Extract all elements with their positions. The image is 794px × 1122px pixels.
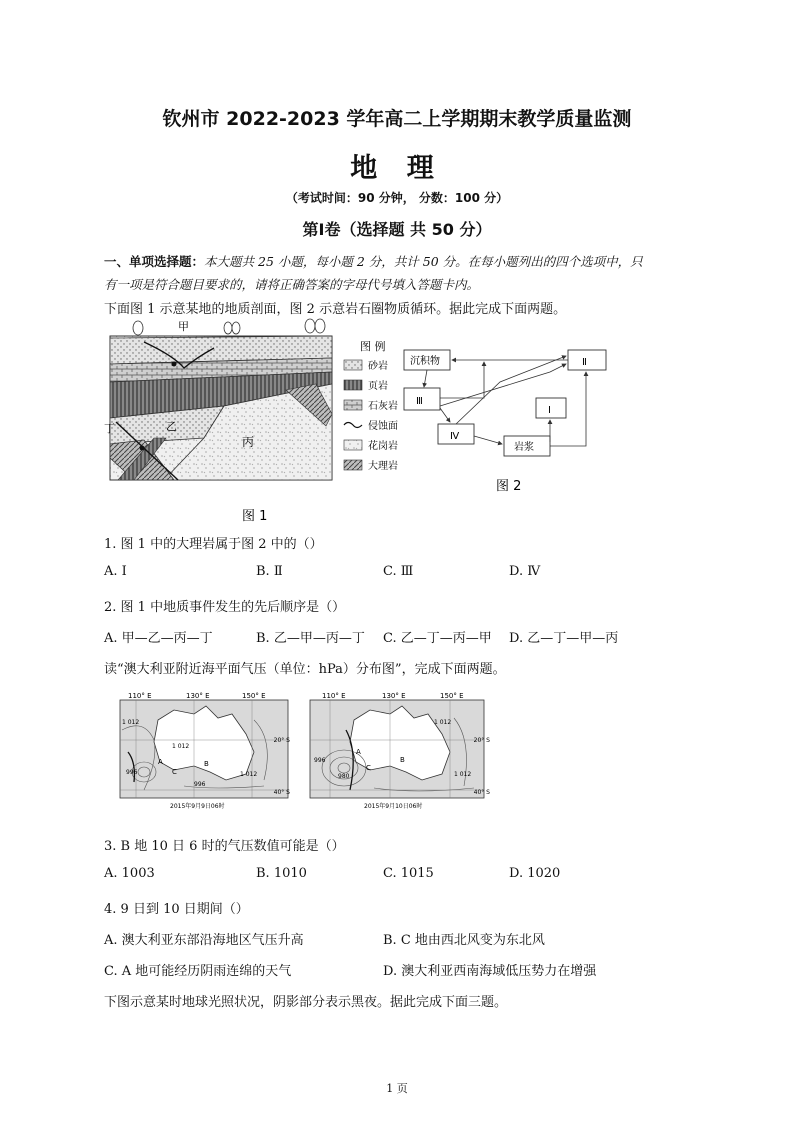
map1-isobar4: 996: [126, 769, 138, 776]
figure1-geologic-profile: [104, 318, 414, 526]
map1-lon1: 110° E: [128, 692, 152, 700]
map2-lat2: 40° S: [473, 789, 490, 796]
box-I: Ⅰ: [548, 405, 551, 416]
legend-swatch-granite: [344, 440, 362, 450]
map1-point-b: B: [204, 760, 209, 768]
map2-isobar3: 996: [314, 757, 326, 764]
question-1: 1. 图 1 中的大理岩属于图 2 中的（）: [104, 537, 323, 552]
map2-lon2: 130° E: [382, 692, 406, 700]
q3-option-c[interactable]: C. 1015: [383, 866, 434, 881]
box-II: Ⅱ: [582, 357, 587, 368]
map2-isobar1: 1 012: [434, 719, 452, 726]
q3-option-b[interactable]: B. 1010: [256, 866, 307, 881]
instructions-line2: 有一项是符合题目要求的，请将正确答案的字母代号填入答题卡内。: [104, 277, 480, 292]
legend-marble: 大理岩: [368, 461, 398, 472]
question-2: 2. 图 1 中地质事件发生的先后顺序是（）: [104, 600, 346, 615]
label-ding: 丁: [104, 422, 115, 435]
map2-lat1: 20° S: [473, 737, 490, 744]
q2-option-a[interactable]: A. 甲—乙—丙—丁: [104, 631, 213, 646]
label-bing: 丙: [242, 435, 255, 449]
q1-option-c[interactable]: C. Ⅲ: [383, 564, 414, 579]
q3-option-d[interactable]: D. 1020: [509, 866, 561, 881]
legend-swatch-limestone: [344, 400, 362, 410]
map2-point-b: B: [400, 756, 405, 764]
q2-option-b[interactable]: B. 乙—甲—丙—丁: [256, 631, 365, 646]
legend-sandstone: 砂岩: [368, 361, 388, 372]
legend-limestone: 石灰岩: [368, 401, 398, 412]
q4-option-c[interactable]: C. A 地可能经历阴雨连绵的天气: [104, 964, 292, 979]
question-3: 3. B 地 10 日 6 时的气压数值可能是（）: [104, 839, 345, 854]
legend-granite: 花岗岩: [368, 441, 398, 452]
map1-lat2: 40° S: [273, 789, 290, 796]
section-title: 第Ⅰ卷（选择题 共 50 分）: [302, 220, 492, 239]
box-IV: Ⅳ: [450, 431, 460, 442]
instructions-line1: 本大题共 25 小题，每小题 2 分，共计 50 分。在每小题列出的四个选项中，只: [204, 254, 643, 269]
legend-swatch-marble: [344, 460, 362, 470]
question-4: 4. 9 日到 10 日期间（）: [104, 902, 249, 917]
box-III: Ⅲ: [416, 396, 423, 407]
instructions-head: 一、单项选择题：: [104, 254, 205, 269]
page-number: 1 页: [386, 1082, 408, 1095]
map1-lon3: 150° E: [242, 692, 266, 700]
q1-option-d[interactable]: D. Ⅳ: [509, 564, 541, 579]
q4-option-a[interactable]: A. 澳大利亚东部沿海地区气压升高: [104, 933, 304, 948]
q3-option-a[interactable]: A. 1003: [104, 866, 155, 881]
q2-option-d[interactable]: D. 乙—丁—甲—丙: [509, 631, 619, 646]
legend-swatch-sandstone: [344, 360, 362, 370]
intro-pressure: 读“澳大利亚附近海平面气压（单位：hPa）分布图”，完成下面两题。: [104, 662, 506, 677]
label-jia: 甲: [178, 320, 189, 333]
map1-isobar5: 996: [194, 781, 206, 788]
map1-isobar1: 1 012: [122, 719, 140, 726]
figure2-rock-cycle: [400, 342, 610, 494]
legend-title: 图 例: [360, 340, 386, 353]
map2-lon3: 150° E: [440, 692, 464, 700]
figure2-caption: 图 2: [496, 479, 522, 494]
legend-erosion: 侵蚀面: [368, 421, 398, 432]
legend-swatch-erosion: [344, 423, 362, 428]
map1-caption: 2015年9月9日06时: [170, 803, 225, 810]
map2-lon1: 110° E: [322, 692, 346, 700]
exam-info: （考试时间：90 分钟， 分数：100 分）: [285, 191, 509, 205]
map2-isobar4: 980: [338, 773, 350, 780]
map1-point-a: A: [158, 758, 163, 766]
intro-illumination: 下图示意某时地球光照状况，阴影部分表示黑夜。据此完成下面三题。: [104, 995, 508, 1010]
box-magma: 岩浆: [514, 442, 534, 453]
q2-option-c[interactable]: C. 乙—丁—丙—甲: [383, 631, 492, 646]
map2-point-a: A: [356, 748, 361, 756]
intro-geology: 下面图 1 示意某地的地质剖面，图 2 示意岩石圈物质循环。据此完成下面两题。: [104, 302, 567, 317]
map2-isobar2: 1 012: [454, 771, 472, 778]
map2-point-c: C: [366, 764, 371, 772]
subject-title: 地 理: [350, 153, 444, 184]
map1-lon2: 130° E: [186, 692, 210, 700]
figure1-caption: 图 1: [242, 509, 268, 524]
pressure-map-sep10: [304, 690, 492, 812]
legend-shale: 页岩: [368, 381, 388, 392]
exam-title: 钦州市 2022-2023 学年高二上学期期末教学质量监测: [162, 108, 632, 130]
map2-caption: 2015年9月10日06时: [364, 803, 423, 810]
q4-option-b[interactable]: B. C 地由西北风变为东北风: [383, 933, 545, 948]
box-sediment: 沉积物: [410, 356, 440, 367]
map1-lat1: 20° S: [273, 737, 290, 744]
map1-isobar3: 1 012: [240, 771, 258, 778]
map1-point-c: C: [172, 768, 177, 776]
pressure-map-sep9: [114, 690, 294, 812]
map1-isobar2: 1 012: [172, 743, 190, 750]
q1-option-b[interactable]: B. Ⅱ: [256, 564, 283, 579]
q1-option-a[interactable]: A. Ⅰ: [104, 564, 127, 579]
legend-swatch-shale: [344, 380, 362, 390]
label-yi: 乙: [166, 420, 177, 433]
q4-option-d[interactable]: D. 澳大利亚西南海域低压势力在增强: [383, 964, 597, 979]
instructions: [104, 250, 692, 296]
